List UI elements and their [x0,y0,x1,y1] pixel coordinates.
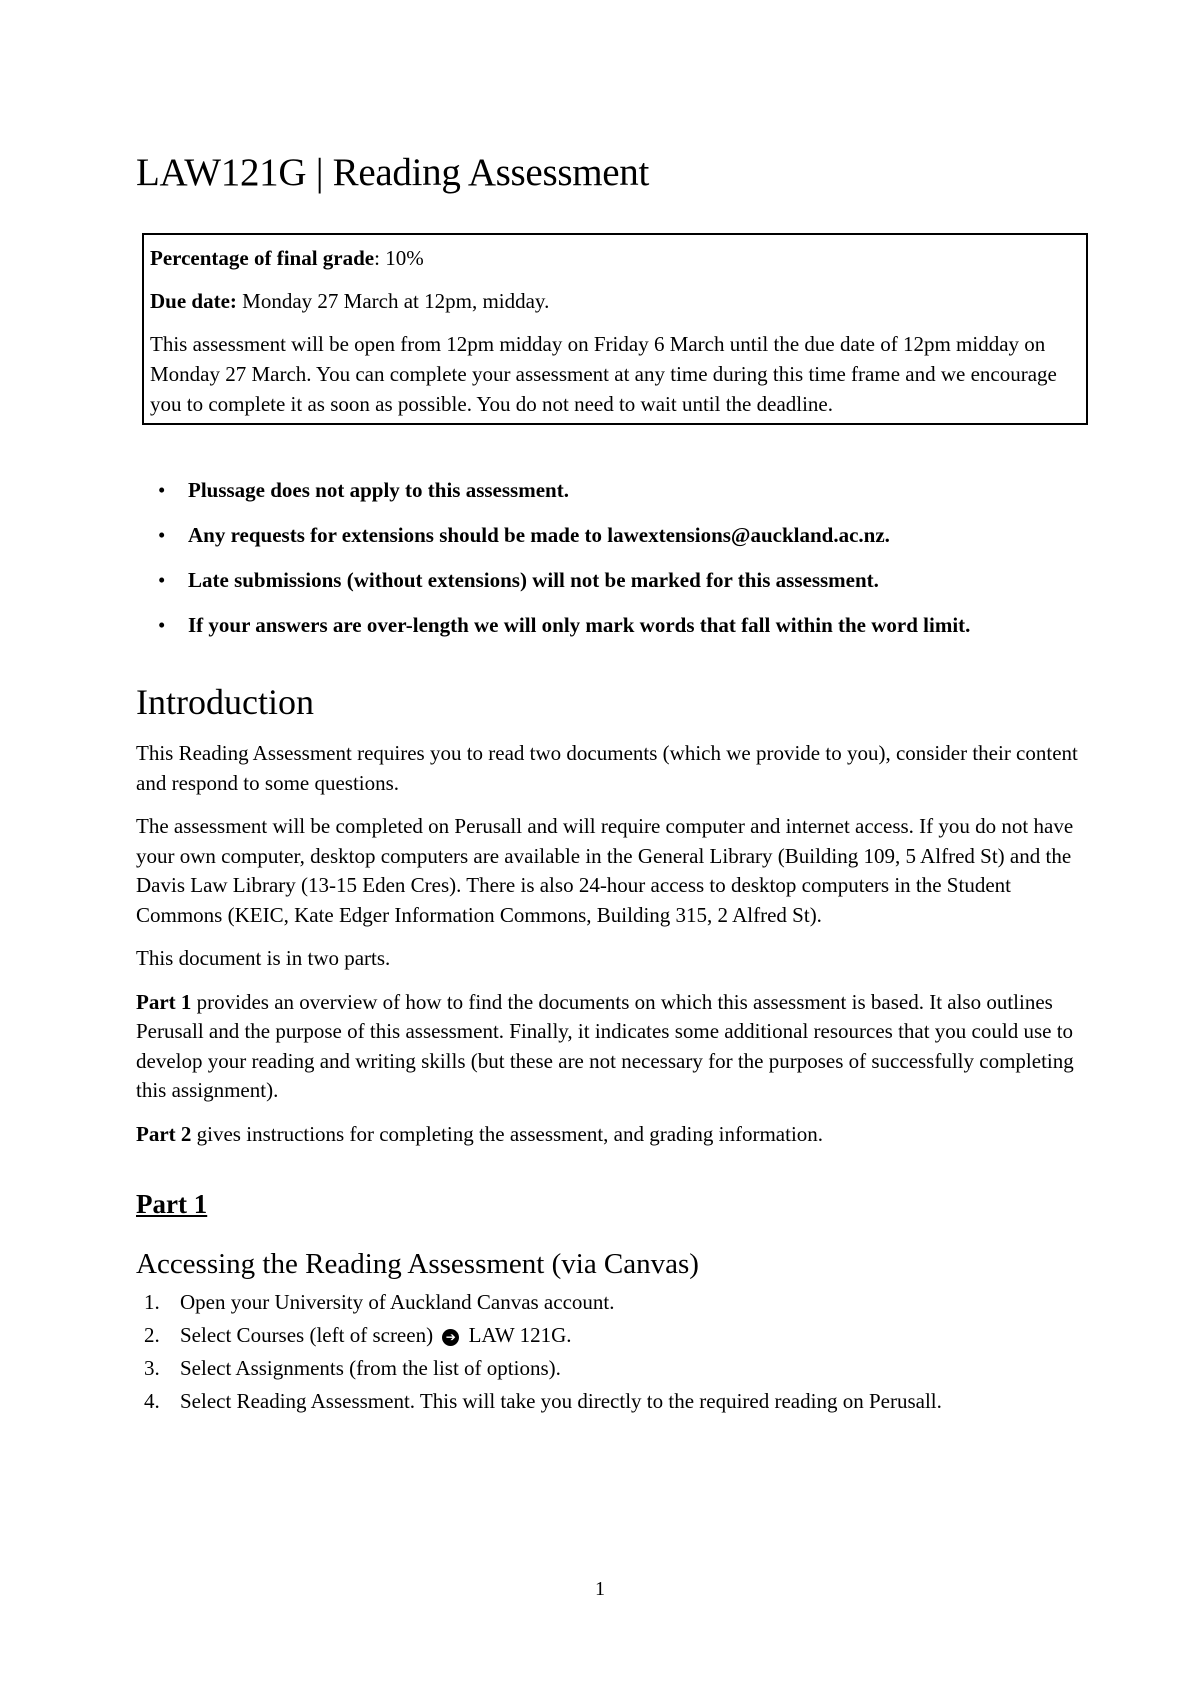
list-item [136,1353,1086,1386]
list-item [136,1287,1086,1320]
step-number: 4. [144,1389,160,1413]
page-number: 1 [595,1578,605,1600]
circled-arrow-icon: ➔ [442,1329,459,1346]
step-text-after: LAW 121G. [468,1323,572,1347]
notice-text: Plussage does not apply to this assessment. [188,478,569,502]
list-item [136,475,1086,520]
intro-paragraph-3: This document is in two parts. [136,946,391,970]
percentage-label: Percentage of final grade [150,246,375,270]
intro-paragraph-5 [136,1120,1086,1150]
notice-list [136,475,1086,655]
percentage-line [150,243,1080,273]
due-date-value: Monday 27 March at 12pm, midday. [236,289,550,313]
step-number: 2. [144,1323,160,1347]
intro-paragraph-4 [136,988,1086,1106]
list-item [136,565,1086,610]
bullet-icon: • [158,478,166,502]
step-text-before: Select Courses (left of screen) [180,1323,434,1347]
step-text: Open your University of Auckland Canvas account. [180,1290,615,1314]
bullet-icon: • [158,523,166,547]
part1-heading: Part 1 [136,1189,208,1219]
bullet-icon: • [158,613,166,637]
steps-list [136,1287,1086,1419]
step-text: Select Reading Assessment. This will take you directly to the required reading on Perusall. [180,1389,942,1413]
part1-description: provides an overview of how to find the documents on which this assessment is based. It also outlines Perusall and the purpose of this assessment. Finally, it indicates some additional resources that you could use to develop your reading and writing skills (but these are not necessary for the purposes of successfully completing this assignment). [136,989,1074,1102]
list-item [136,610,1086,655]
list-item [136,520,1086,565]
document-page [136,150,1086,1419]
list-item [136,1320,1086,1353]
notice-text: Late submissions (without extensions) will not be marked for this assessment. [188,568,879,592]
step-number: 1. [144,1290,160,1314]
intro-paragraph-2: The assessment will be completed on Perusall and will require computer and internet access. If you do not have your own computer, desktop computers are available in the General Library (Building 109, 5 Alfred St) and the Davis Law Library (13-15 Eden Cres). There is also 24-hour access to desktop computers in the Student Commons (KEIC, Kate Edger Information Commons, Building 315, 2 Alfred St). [136,814,1074,927]
accessing-subheading: Accessing the Reading Assessment (via Canvas) [136,1248,699,1280]
introduction-heading: Introduction [136,682,314,722]
notice-text: Any requests for extensions should be made to lawextensions@auckland.ac.nz. [188,523,890,547]
part2-label: Part 2 [136,1121,192,1146]
assessment-info-box [142,233,1088,425]
bullet-icon: • [158,568,166,592]
step-number: 3. [144,1356,160,1380]
list-item [136,1386,1086,1419]
part2-description: gives instructions for completing the assessment, and grading information. [191,1121,824,1146]
document-title: LAW121G | Reading Assessment [136,151,649,194]
percentage-value: : 10% [374,246,424,270]
open-period-text: This assessment will be open from 12pm midday on Friday 6 March until the due date of 12pm midday on Monday 27 March. You can complete your assessment at any time during this time frame and we encourage you to complete it as soon as possible. You do not need to wait until the deadline. [150,332,1057,416]
part1-label: Part 1 [136,989,192,1014]
intro-paragraph-1: This Reading Assessment requires you to read two documents (which we provide to you), consider their content and respond to some questions. [136,741,1078,795]
notice-text: If your answers are over-length we will only mark words that fall within the word limit. [188,613,971,637]
step-text: Select Assignments (from the list of options). [180,1356,561,1380]
due-date-line [150,286,1080,316]
due-date-label: Due date: [150,289,237,313]
